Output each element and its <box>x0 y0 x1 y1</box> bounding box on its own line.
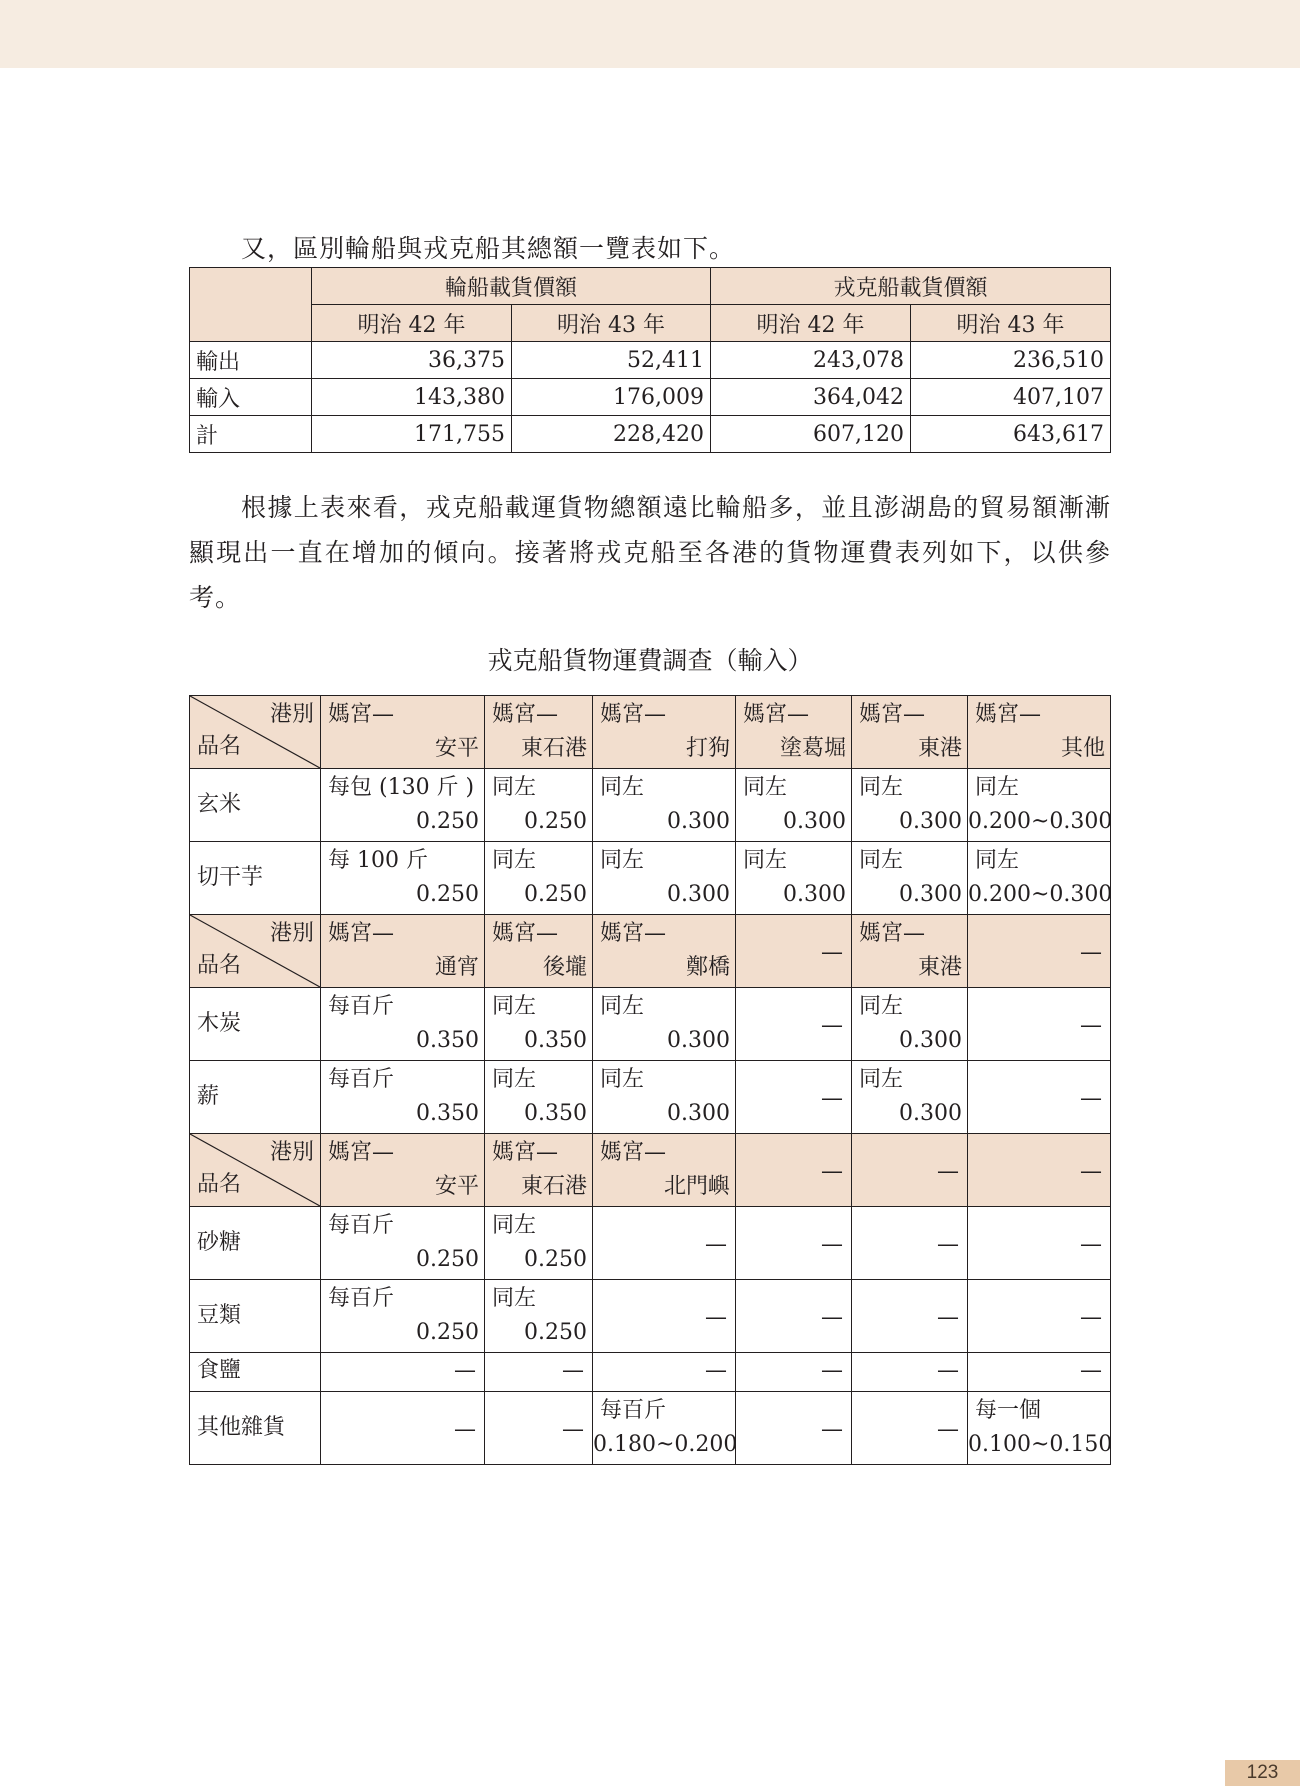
freight-cell <box>968 1353 1111 1392</box>
port-header <box>593 696 736 769</box>
freight-rate: 0.180~0.200 <box>593 1432 738 1457</box>
table-row <box>190 379 1111 416</box>
freight-rate: 0.100~0.150 <box>968 1432 1113 1457</box>
port-header <box>593 915 736 988</box>
port-header <box>736 915 852 988</box>
freight-rate: 0.350 <box>416 1101 479 1126</box>
table-row <box>190 416 1111 453</box>
freight-cell <box>736 1061 852 1134</box>
freight-unit: 同左 <box>859 775 904 800</box>
corner-port-label: 港別 <box>269 921 314 946</box>
freight-rate: 0.250 <box>416 809 479 834</box>
dash-mark: — <box>1080 1305 1102 1330</box>
freight-unit: 同左 <box>743 775 788 800</box>
dash-mark: — <box>454 1358 476 1383</box>
dash-mark: — <box>937 1305 959 1330</box>
body-paragraph: 根據上表來看，戎克船載運貨物總額遠比輪船多，並且澎湖島的貿易額漸漸顯現出一直在增加的傾向。接著將戎克船至各港的貨物運費表列如下，以供參考。 <box>189 493 1111 612</box>
freight-cell <box>736 1353 852 1392</box>
dash-mark: — <box>1080 1358 1102 1383</box>
freight-cell <box>485 1061 593 1134</box>
freight-rate: 0.350 <box>416 1028 479 1053</box>
port-header <box>485 1134 593 1207</box>
freight-cell <box>852 1207 968 1280</box>
freight-rate: 0.250 <box>524 882 587 907</box>
port-to: 東石港 <box>520 736 587 761</box>
dash-mark: — <box>1080 940 1102 965</box>
freight-cell <box>736 1280 852 1353</box>
freight-cell <box>593 1061 736 1134</box>
freight-cell <box>852 1392 968 1465</box>
row-label: 輸出 <box>190 342 312 379</box>
freight-cell <box>593 769 736 842</box>
freight-unit: 每 100 斤 <box>328 848 428 873</box>
item-name-cell <box>190 1280 321 1353</box>
table-row <box>190 1061 1111 1134</box>
dash-mark: — <box>821 1305 843 1330</box>
corner-item-label: 品名 <box>197 1172 242 1197</box>
port-to: 打狗 <box>685 736 730 761</box>
port-to: 鄭橋 <box>685 955 730 980</box>
freight-header-row <box>190 696 1111 769</box>
item-name-cell <box>190 1061 321 1134</box>
table-row <box>190 988 1111 1061</box>
item-name-cell <box>190 842 321 915</box>
port-from: 媽宮— <box>743 702 810 727</box>
port-to: 東港 <box>917 736 962 761</box>
dash-mark: — <box>562 1417 584 1442</box>
item-name-cell <box>190 1353 321 1392</box>
freight-cell <box>852 1061 968 1134</box>
value-cell: 143,380 <box>312 379 512 416</box>
port-header <box>321 915 485 988</box>
freight-cell <box>852 842 968 915</box>
freight-unit: 每百斤 <box>328 1286 395 1311</box>
item-name-cell <box>190 769 321 842</box>
freight-rate: 0.200~0.300 <box>968 882 1113 907</box>
freight-unit: 同左 <box>492 1067 537 1092</box>
group-header-junk: 戎克船載貨價額 <box>711 268 1111 305</box>
port-to: 通宵 <box>434 955 479 980</box>
port-from: 媽宮— <box>492 921 559 946</box>
value-cell: 36,375 <box>312 342 512 379</box>
item-name: 豆類 <box>197 1303 242 1328</box>
value-cell: 607,120 <box>711 416 911 453</box>
port-from: 媽宮— <box>328 921 395 946</box>
year-header: 明治 43 年 <box>911 305 1111 342</box>
page-number: 123 <box>1225 1760 1300 1786</box>
port-to: 後壠 <box>542 955 587 980</box>
table-row <box>190 1207 1111 1280</box>
port-header <box>736 1134 852 1207</box>
port-header <box>852 915 968 988</box>
freight-cell <box>852 1280 968 1353</box>
freight-unit: 同左 <box>492 848 537 873</box>
intro-text: 又，區別輪船與戎克船其總額一覽表如下。 <box>241 234 736 263</box>
freight-cell <box>593 1353 736 1392</box>
freight-rate: 0.250 <box>416 1320 479 1345</box>
freight-rate: 0.300 <box>667 809 730 834</box>
freight-cell <box>485 1280 593 1353</box>
freight-cell <box>593 1207 736 1280</box>
freight-unit: 同左 <box>492 775 537 800</box>
freight-unit: 同左 <box>492 994 537 1019</box>
year-header: 明治 42 年 <box>312 305 512 342</box>
freight-unit: 同左 <box>859 994 904 1019</box>
value-cell: 228,420 <box>512 416 711 453</box>
corner-cell <box>190 1134 321 1207</box>
port-to: 北門嶼 <box>663 1174 730 1199</box>
port-from: 媽宮— <box>859 702 926 727</box>
item-name-cell <box>190 988 321 1061</box>
port-to: 其他 <box>1060 736 1105 761</box>
freight-cell <box>485 1392 593 1465</box>
freight-unit: 同左 <box>492 1286 537 1311</box>
freight-cell <box>968 1061 1111 1134</box>
freight-unit: 每包 (130 斤 ) <box>328 775 475 800</box>
freight-rate: 0.300 <box>899 1028 962 1053</box>
port-header <box>321 696 485 769</box>
dash-mark: — <box>1080 1159 1102 1184</box>
port-from: 媽宮— <box>328 1140 395 1165</box>
freight-cell <box>593 842 736 915</box>
dash-mark: — <box>705 1358 727 1383</box>
dash-mark: — <box>821 940 843 965</box>
table-row <box>190 769 1111 842</box>
freight-rate: 0.250 <box>416 882 479 907</box>
corner-port-label: 港別 <box>269 1140 314 1165</box>
port-to: 東石港 <box>520 1174 587 1199</box>
dash-mark: — <box>1080 1013 1102 1038</box>
year-header: 明治 42 年 <box>711 305 911 342</box>
freight-rate: 0.300 <box>783 882 846 907</box>
freight-table <box>189 695 1111 1465</box>
corner-item-label: 品名 <box>197 734 242 759</box>
freight-rate: 0.300 <box>667 1028 730 1053</box>
freight-unit: 同左 <box>600 848 645 873</box>
port-from: 媽宮— <box>492 702 559 727</box>
value-cell: 236,510 <box>911 342 1111 379</box>
dash-mark: — <box>1080 1232 1102 1257</box>
port-header <box>852 696 968 769</box>
freight-unit: 同左 <box>859 1067 904 1092</box>
item-name: 薪 <box>197 1084 220 1109</box>
item-name-cell <box>190 1207 321 1280</box>
freight-cell <box>485 988 593 1061</box>
port-header <box>852 1134 968 1207</box>
dash-mark: — <box>821 1013 843 1038</box>
freight-cell <box>736 1207 852 1280</box>
value-cell: 243,078 <box>711 342 911 379</box>
freight-cell <box>968 769 1111 842</box>
freight-cell <box>968 1280 1111 1353</box>
year-header: 明治 43 年 <box>512 305 711 342</box>
freight-cell <box>968 988 1111 1061</box>
freight-cell <box>321 1207 485 1280</box>
port-from: 媽宮— <box>600 1140 667 1165</box>
ship-value-table <box>189 267 1111 453</box>
group-header-steamship: 輪船載貨價額 <box>312 268 711 305</box>
freight-cell <box>736 769 852 842</box>
freight-cell <box>968 1207 1111 1280</box>
value-cell: 52,411 <box>512 342 711 379</box>
freight-unit: 同左 <box>975 775 1020 800</box>
freight-rate: 0.300 <box>899 882 962 907</box>
freight-cell <box>321 1280 485 1353</box>
port-to: 安平 <box>434 1174 479 1199</box>
port-to: 東港 <box>917 955 962 980</box>
port-header <box>321 1134 485 1207</box>
item-name: 玄米 <box>197 792 242 817</box>
dash-mark: — <box>937 1159 959 1184</box>
top-band <box>0 0 1300 68</box>
item-name: 切干芋 <box>197 865 264 890</box>
freight-unit: 每百斤 <box>600 1398 667 1423</box>
freight-header-row <box>190 915 1111 988</box>
dash-mark: — <box>454 1417 476 1442</box>
corner-cell <box>190 696 321 769</box>
freight-cell <box>736 842 852 915</box>
freight-cell <box>968 1392 1111 1465</box>
dash-mark: — <box>937 1358 959 1383</box>
port-from: 媽宮— <box>328 702 395 727</box>
port-to: 安平 <box>434 736 479 761</box>
freight-rate: 0.250 <box>524 1247 587 1272</box>
item-name: 木炭 <box>197 1011 242 1036</box>
freight-unit: 同左 <box>600 775 645 800</box>
freight-unit: 同左 <box>975 848 1020 873</box>
dash-mark: — <box>705 1232 727 1257</box>
freight-cell <box>852 1353 968 1392</box>
freight-rate: 0.200~0.300 <box>968 809 1113 834</box>
freight-cell <box>485 1207 593 1280</box>
freight-unit: 同左 <box>600 994 645 1019</box>
dash-mark: — <box>821 1159 843 1184</box>
freight-rate: 0.300 <box>899 809 962 834</box>
freight-rate: 0.300 <box>783 809 846 834</box>
item-name: 食鹽 <box>197 1358 242 1383</box>
table-row <box>190 1353 1111 1392</box>
freight-cell <box>736 1392 852 1465</box>
value-cell: 364,042 <box>711 379 911 416</box>
freight-unit: 同左 <box>492 1213 537 1238</box>
table1-corner <box>190 268 312 342</box>
freight-cell <box>593 1280 736 1353</box>
freight-cell <box>852 988 968 1061</box>
value-cell: 643,617 <box>911 416 1111 453</box>
dash-mark: — <box>1080 1086 1102 1111</box>
port-from: 媽宮— <box>492 1140 559 1165</box>
table-caption: 戎克船貨物運費調查（輸入） <box>487 646 813 675</box>
freight-unit: 同左 <box>859 848 904 873</box>
freight-rate: 0.350 <box>524 1028 587 1053</box>
value-cell: 407,107 <box>911 379 1111 416</box>
port-header <box>968 915 1111 988</box>
dash-mark: — <box>562 1358 584 1383</box>
table-row <box>190 842 1111 915</box>
freight-cell <box>485 769 593 842</box>
freight-rate: 0.250 <box>416 1247 479 1272</box>
dash-mark: — <box>821 1232 843 1257</box>
corner-cell <box>190 915 321 988</box>
freight-cell <box>593 988 736 1061</box>
freight-cell <box>321 1353 485 1392</box>
freight-unit: 每百斤 <box>328 1067 395 1092</box>
row-label: 輸入 <box>190 379 312 416</box>
freight-cell <box>485 842 593 915</box>
freight-unit: 每一個 <box>975 1398 1042 1423</box>
freight-cell <box>321 1392 485 1465</box>
value-cell: 176,009 <box>512 379 711 416</box>
freight-cell <box>736 988 852 1061</box>
freight-unit: 每百斤 <box>328 994 395 1019</box>
port-from: 媽宮— <box>600 702 667 727</box>
freight-rate: 0.300 <box>899 1101 962 1126</box>
port-to: 塗葛堀 <box>779 736 846 761</box>
item-name: 砂糖 <box>197 1230 242 1255</box>
dash-mark: — <box>705 1305 727 1330</box>
freight-cell <box>485 1353 593 1392</box>
freight-rate: 0.250 <box>524 809 587 834</box>
port-header <box>485 696 593 769</box>
freight-cell <box>968 842 1111 915</box>
freight-cell <box>321 988 485 1061</box>
table-row <box>190 1280 1111 1353</box>
freight-rate: 0.300 <box>667 1101 730 1126</box>
dash-mark: — <box>821 1086 843 1111</box>
freight-unit: 同左 <box>743 848 788 873</box>
table-row <box>190 1392 1111 1465</box>
freight-rate: 0.350 <box>524 1101 587 1126</box>
row-label: 計 <box>190 416 312 453</box>
item-name-cell <box>190 1392 321 1465</box>
port-header <box>485 915 593 988</box>
dash-mark: — <box>937 1232 959 1257</box>
freight-cell <box>321 842 485 915</box>
freight-cell <box>321 769 485 842</box>
dash-mark: — <box>821 1358 843 1383</box>
freight-rate: 0.300 <box>667 882 730 907</box>
dash-mark: — <box>821 1417 843 1442</box>
port-header <box>593 1134 736 1207</box>
item-name: 其他雜貨 <box>197 1415 286 1440</box>
port-header <box>968 696 1111 769</box>
freight-cell <box>852 769 968 842</box>
freight-header-row <box>190 1134 1111 1207</box>
corner-port-label: 港別 <box>269 702 314 727</box>
port-header <box>968 1134 1111 1207</box>
dash-mark: — <box>937 1417 959 1442</box>
freight-cell <box>593 1392 736 1465</box>
value-cell: 171,755 <box>312 416 512 453</box>
freight-rate: 0.250 <box>524 1320 587 1345</box>
freight-cell <box>321 1061 485 1134</box>
port-from: 媽宮— <box>975 702 1042 727</box>
corner-item-label: 品名 <box>197 953 242 978</box>
freight-unit: 每百斤 <box>328 1213 395 1238</box>
port-from: 媽宮— <box>859 921 926 946</box>
port-header <box>736 696 852 769</box>
table-row <box>190 342 1111 379</box>
freight-unit: 同左 <box>600 1067 645 1092</box>
port-from: 媽宮— <box>600 921 667 946</box>
